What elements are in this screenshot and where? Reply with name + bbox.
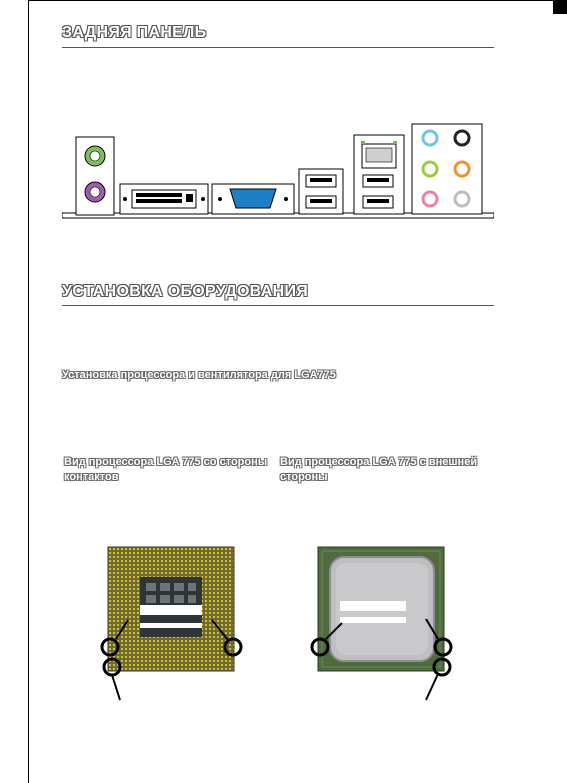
vga-port-icon	[212, 184, 294, 214]
cpu-top-side-image	[306, 543, 456, 708]
rear-panel-illustration	[62, 122, 494, 220]
dvi-port-icon	[120, 184, 208, 214]
caption-cpu-pin-side: Вид процессора LGA 775 со стороны контактов	[64, 456, 268, 483]
section-rule-rear-panel	[62, 47, 494, 48]
subheading-cpu-install: Установка процессора и вентилятора для LGA775	[62, 369, 336, 381]
page-tab-marker	[553, 0, 567, 14]
cpu-pin-side-image	[96, 543, 246, 708]
ps2-ports-icon	[76, 137, 114, 215]
audio-jack-icon	[412, 124, 482, 214]
page-border-top	[28, 0, 567, 1]
section-title-rear-panel: ЗАДНЯЯ ПАНЕЛЬ	[62, 24, 207, 41]
lan-port-icon	[354, 135, 404, 214]
usb-port-icon	[299, 169, 343, 214]
section-rule-hardware-setup	[62, 305, 494, 306]
section-title-hardware-setup: УСТАНОВКА ОБОРУДОВАНИЯ	[62, 283, 309, 300]
page-border-left	[28, 0, 29, 783]
caption-cpu-top-side: Вид процессора LGA 775 с внешней стороны	[280, 456, 478, 483]
